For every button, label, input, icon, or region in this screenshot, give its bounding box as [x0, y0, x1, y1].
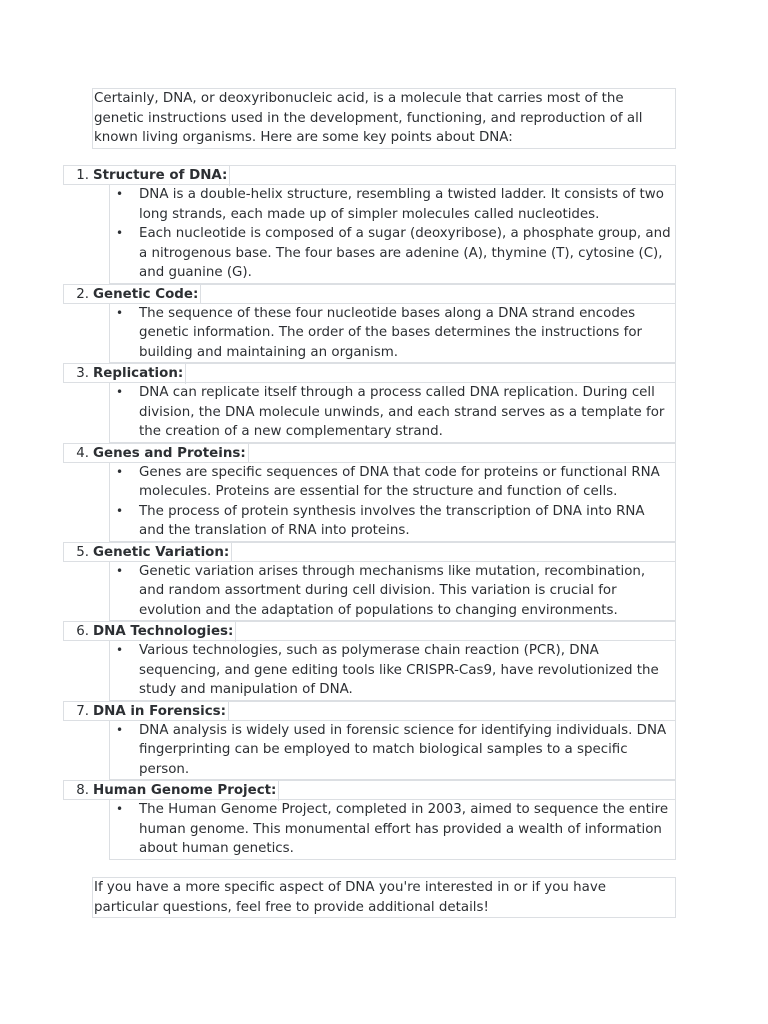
- bullet-list: [109, 304, 676, 364]
- closing-paragraph: If you have a more specific aspect of DNA you're interested in or if you have particular questions, feel free to provide additional details!: [92, 877, 676, 918]
- bullet-text: DNA is a double-helix structure, resembling a twisted ladder. It consists of two long strands, each made up of simpler molecules called nucleotides.: [139, 187, 664, 222]
- list-item-title: Structure of DNA:: [93, 166, 230, 186]
- bullet-list: [109, 800, 676, 860]
- bullet-item: [110, 502, 673, 541]
- list-item-heading: [63, 363, 676, 383]
- list-item-heading: [63, 284, 676, 304]
- bullet-item: [110, 304, 673, 363]
- bullet-icon: •: [116, 187, 124, 201]
- bullet-icon: •: [116, 643, 124, 657]
- bullet-icon: •: [116, 385, 124, 399]
- list-item-title: Replication:: [93, 364, 186, 384]
- bullet-item: [110, 383, 673, 442]
- list-item-heading: [63, 780, 676, 800]
- bullet-text: Each nucleotide is composed of a sugar (deoxyribose), a phosphate group, and a nitrogenous base. The four bases are adenine (A), thymine (T), cytosine (C), and guanine (G).: [139, 226, 671, 280]
- list-item-number: 1.: [76, 168, 89, 183]
- bullet-text: The Human Genome Project, completed in 2003, aimed to sequence the entire human genome. This monumental effort has provided a wealth of information about human genetics.: [139, 802, 669, 856]
- bullet-text: The sequence of these four nucleotide bases along a DNA strand encodes genetic information. The order of the bases determines the instructions for building and maintaining an organism.: [139, 305, 643, 360]
- list-item-heading: [63, 443, 676, 463]
- bullet-text: Genes are specific sequences of DNA that code for proteins or functional RNA molecules. Proteins are essential for the structure and function of cells.: [139, 464, 660, 499]
- bullet-icon: •: [116, 464, 124, 479]
- bullet-list: [109, 641, 676, 701]
- list-item-title: Genetic Code:: [93, 285, 201, 305]
- bullet-item: [110, 641, 673, 700]
- bullet-text: The process of protein synthesis involves the transcription of DNA into RNA and the translation of RNA into proteins.: [139, 503, 645, 538]
- bullet-item: [110, 800, 673, 859]
- bullet-list: [109, 463, 676, 542]
- list-item-number: 7.: [76, 703, 89, 719]
- intro-paragraph: Certainly, DNA, or deoxyribonucleic acid, is a molecule that carries most of the genetic instructions used in the development, functioning, and reproduction of all known living organisms. Here are some key points about DNA:: [92, 88, 676, 149]
- bullet-icon: •: [116, 226, 124, 240]
- list-item-title: DNA in Forensics:: [93, 702, 229, 722]
- bullet-list: [109, 562, 676, 622]
- bullet-icon: •: [116, 503, 124, 518]
- list-item-heading: [63, 701, 676, 721]
- list-item-heading: [63, 165, 676, 185]
- bullet-list: [109, 185, 676, 284]
- bullet-icon: •: [116, 722, 124, 737]
- list-item-heading: [63, 542, 676, 562]
- bullet-item: [110, 562, 673, 621]
- bullet-item: [110, 721, 673, 780]
- list-item-number: 4.: [76, 445, 89, 461]
- list-item-number: 5.: [76, 544, 89, 560]
- bullet-icon: •: [116, 305, 124, 320]
- bullet-text: DNA analysis is widely used in forensic science for identifying individuals. DNA fingerprinting can be employed to match biological samples to a specific person.: [139, 722, 667, 777]
- bullet-text: DNA can replicate itself through a process called DNA replication. During cell division, the DNA molecule unwinds, and each strand serves as a template for the creation of a new complementary strand.: [139, 385, 665, 439]
- bullet-icon: •: [116, 802, 124, 816]
- list-item-number: 8.: [76, 783, 89, 798]
- list-item-title: Genetic Variation:: [93, 543, 232, 563]
- list-item-title: DNA Technologies:: [93, 622, 236, 642]
- list-item-number: 2.: [76, 286, 89, 302]
- key-points-list: [63, 165, 676, 860]
- bullet-list: [109, 721, 676, 781]
- list-item-heading: [63, 621, 676, 641]
- bullet-item: [110, 185, 673, 224]
- bullet-text: Genetic variation arises through mechanisms like mutation, recombination, and random assortment during cell division. This variation is crucial for evolution and the adaptation of populations to changing environments.: [139, 563, 646, 618]
- list-item-number: 6.: [76, 624, 89, 639]
- bullet-icon: •: [116, 563, 124, 578]
- bullet-item: [110, 463, 673, 502]
- bullet-item: [110, 224, 673, 283]
- list-item-title: Human Genome Project:: [93, 781, 279, 801]
- bullet-list: [109, 383, 676, 443]
- bullet-text: Various technologies, such as polymerase chain reaction (PCR), DNA sequencing, and gene editing tools like CRISPR-Cas9, have revolutionized the study and manipulation of DNA.: [139, 643, 659, 697]
- list-item-title: Genes and Proteins:: [93, 444, 249, 464]
- list-item-number: 3.: [76, 366, 89, 381]
